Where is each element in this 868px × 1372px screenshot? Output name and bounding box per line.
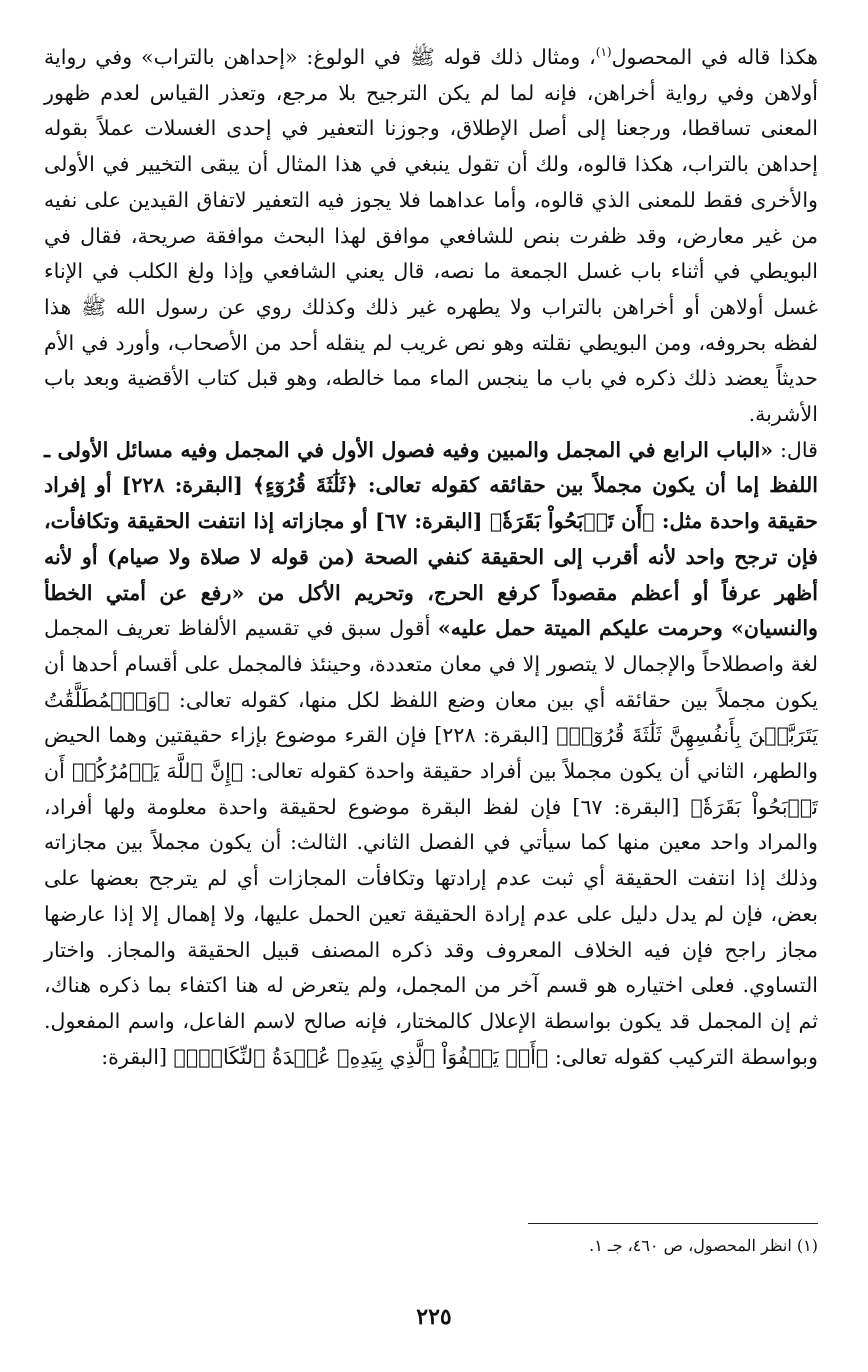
footnote-separator (528, 1223, 818, 1224)
sharh-text: أقول سبق في تقسيم الألفاظ تعريف المجمل لغة واصطلاحاً والإجمال لا يتصور إلا في معان متعددة، وحينئذ فالمجمل على أقسام أحدها أن يكون مجملاً بين حقائقه أي بين معان وضع اللفظ لكل منها، كقوله تعالى: ﴿وَٱلۡمُطَلَّقَٰتُ يَتَرَبَّصۡنَ بِأَنفُسِهِنَّ ثَلَٰثَةَ قُرُوٓءٖ﴾ [البقرة: ٢٢٨] فإن القرء موضوع بإزاء حقيقتين وهما الحيض والطهر، الثاني أن يكون مجملاً بين أفراد حقيقة واحدة كقوله تعالى: ﴿إِنَّ ٱللَّهَ يَأۡمُرُكُمۡ أَن تَذۡبَحُواْ بَقَرَةٗ﴾ [البقرة: ٦٧] فإن لفظ البقرة موضوع لحقيقة واحدة معلومة ولها أفراد، والمراد واحد معين منها كما سيأتي في الفصل الثاني. الثالث: أن يكون مجملاً بين مجازاته وذلك إذا انتفت الحقيقة أي ثبت عدم إرادتها وتكافأت المجازات أي لم يترجح بعضها على بعض، فإن لم يدل دليل على عدم إرادة الحقيقة تعين الحمل عليها، ولا إهمال إلا إذا عارضها مجاز راجح فإن فيه الخلاف المعروف وقد ذكره المصنف قبيل الحقيقة والمجاز. واختار التساوي. فعلى اختياره هو قسم آخر من المجمل، ولم يتعرض له هنا اكتفاء بما ذكره هناك، ثم إن المجمل قد يكون بواسطة الإعلال كالمختار، فإنه صالح لاسم الفاعل، واسم المفعول. وبواسطة التركيب كقوله تعالى: ﴿أَوۡ يَعۡفُوَاْ ٱلَّذِي بِيَدِهِۦ عُقۡدَةُ ٱلنِّكَاحِۚ﴾ [البقرة: (44, 616, 818, 1069)
paragraph-2 (44, 433, 818, 1076)
matn-text: «الباب الرابع في المجمل والمبين وفيه فصول الأول في المجمل وفيه مسائل الأولى ـ اللفظ إما أن يكون مجملاً بين حقائقه كقوله تعالى: ﴿ثَلَٰثَةَ قُرُوٓءٍ﴾ [البقرة: ٢٢٨] أو إفراد حقيقة واحدة مثل: ﴿أَن تَذۡبَحُواْ بَقَرَةٗ﴾ [البقرة: ٦٧] أو مجازاته إذا انتفت الحقيقة وتكافأت، فإن ترجح واحد لأنه أقرب إلى الحقيقة كنفي الصحة (من قوله لا صلاة ولا صيام) أو لأنه أظهر عرفاً أو أعظم مقصوداً كرفع الحرج، وتحريم الأكل من «رفع عن أمتي الخطأ والنسيان» وحرمت عليكم الميتة حمل عليه» (44, 437, 818, 641)
footnote-reference: (١) (595, 45, 612, 60)
footnote: (١) انظر المحصول، ص ٤٦٠، جـ ١. (589, 1236, 818, 1255)
paragraph-1 (44, 40, 818, 433)
main-text (44, 40, 818, 1075)
qala-label: قال: (773, 437, 818, 462)
paragraph-1-rest: ، ومثال ذلك قوله ﷺ في الولوغ: «إحداهن بالتراب» وفي رواية أولاهن وفي رواية أخراهن، فإنه لما لم يكن الترجيح بلا مرجع، وتعذر القياس لعدم ظهور المعنى تساقطا، ورجعنا إلى أصل الإطلاق، وجوزنا التعفير في إحدى الغسلات عملاً بقوله إحداهن بالتراب، هكذا قالوه، ولك أن تقول ينبغي في هذا المثال أن يبقى التخيير في الأولى والأخرى فقط للمعنى الذي قالوه، وأما عداهما فلا يجوز فيه التعفير لاتفاق القيدين على نفيه من غير معارض، وقد ظفرت بنص للشافعي موافق لهذا البحث موافقة صريحة، فقال في البويطي في أثناء باب غسل الجمعة ما نصه، قال يعني الشافعي وإذا ولغ الكلب في الإناء غسل أولاهن أو أخراهن بالتراب ولا يطهره غير ذلك وكذلك روي عن رسول الله ﷺ هذا لفظه بحروفه، ومن البويطي نقلته وهو نص غريب لم ينقله أحد من الأصحاب، وأورد في الأم حديثاً يعضد ذلك ذكره في باب ما ينجس الماء مما خالطه، وهو قبل كتاب الأقضية وبعد باب الأشربة. (44, 45, 818, 427)
page-number: ٢٢٥ (416, 1304, 452, 1330)
paragraph-1-start: هكذا قاله في المحصول (611, 45, 818, 69)
